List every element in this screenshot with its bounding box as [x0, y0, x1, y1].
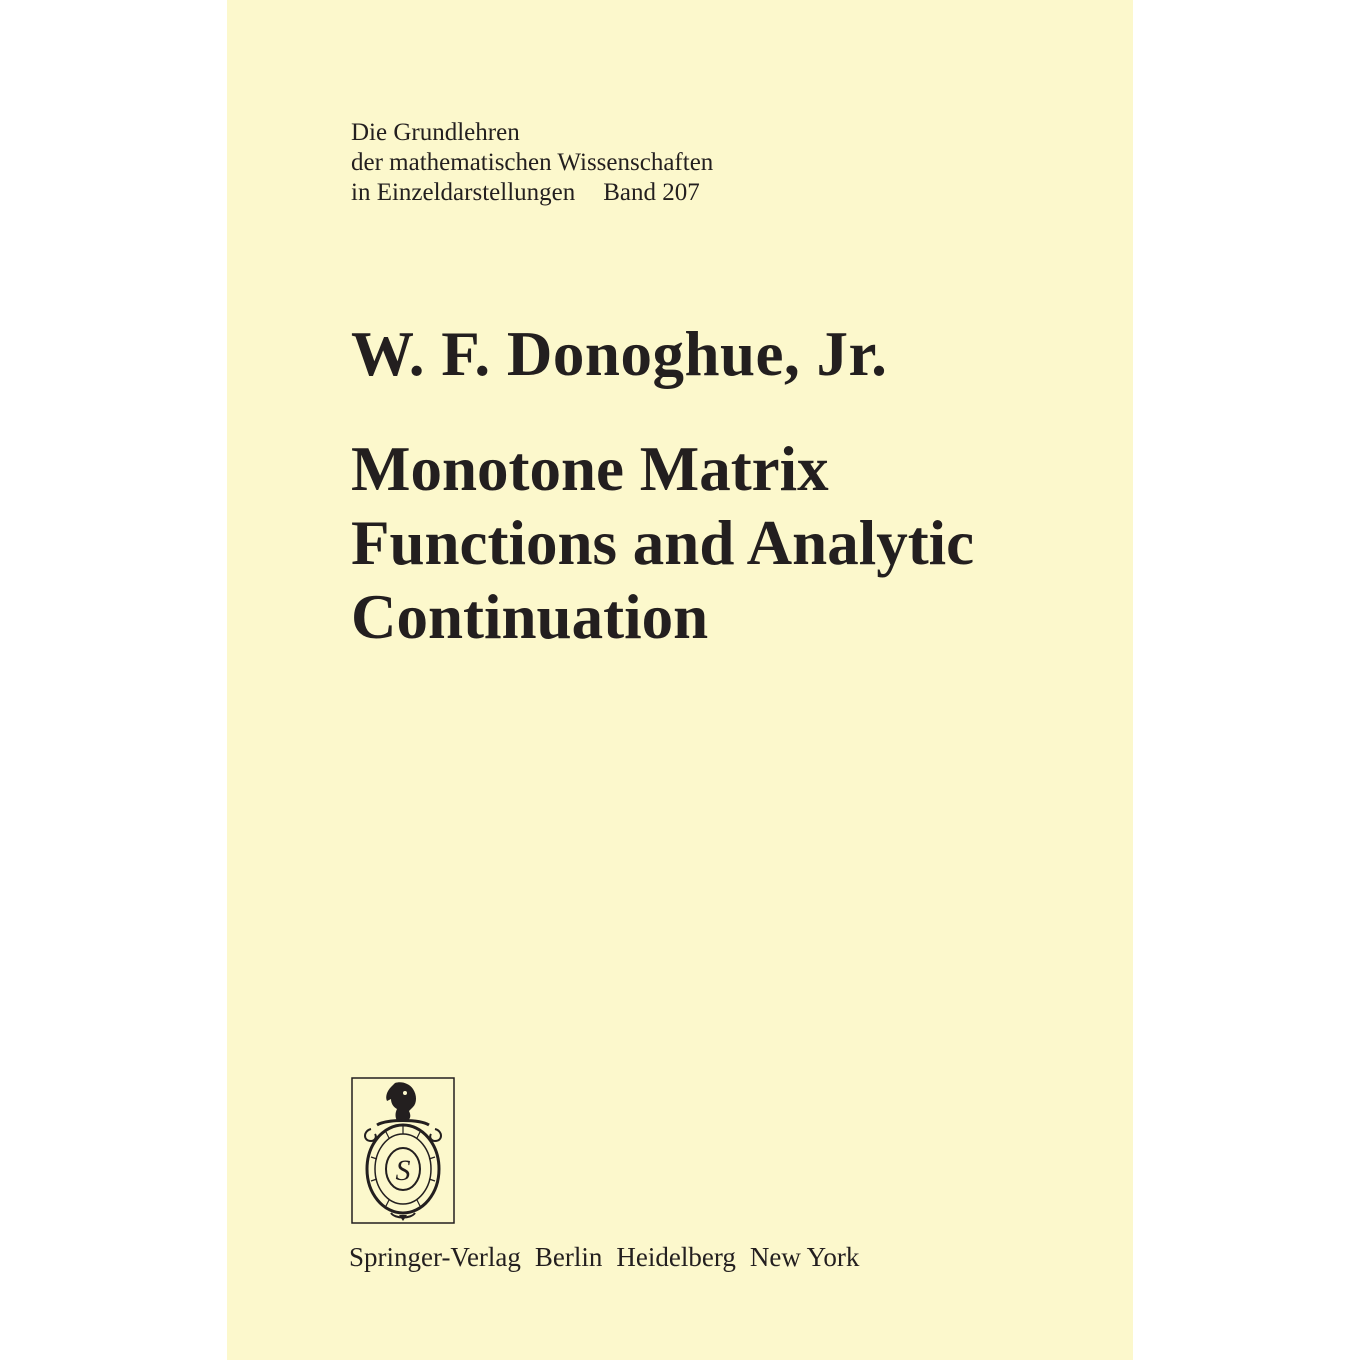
series-band: Band 207 [603, 179, 700, 206]
series-info [351, 118, 713, 208]
author-name: W. F. Donoghue, Jr. [351, 319, 888, 389]
series-line-3-text: in Einzeldarstellungen [351, 179, 576, 206]
publisher-name: Springer-Verlag [349, 1242, 521, 1272]
title-line-1: Monotone Matrix [351, 434, 829, 504]
title-line-2: Functions and Analytic [351, 508, 975, 578]
book-title [351, 432, 974, 654]
title-line-3: Continuation [351, 582, 709, 652]
publisher-city-newyork: New York [749, 1242, 860, 1272]
publisher-city-berlin: Berlin [534, 1242, 603, 1272]
book-cover [227, 0, 1133, 1360]
logo-initial: S [395, 1154, 411, 1187]
publisher-city-heidelberg: Heidelberg [616, 1242, 736, 1272]
series-line-3 [351, 178, 713, 208]
series-line-2: der mathematischen Wissenschaften [351, 149, 714, 176]
publisher-line [349, 1240, 873, 1274]
springer-knight-logo-icon [351, 1077, 455, 1224]
series-line-1: Die Grundlehren [351, 119, 520, 146]
